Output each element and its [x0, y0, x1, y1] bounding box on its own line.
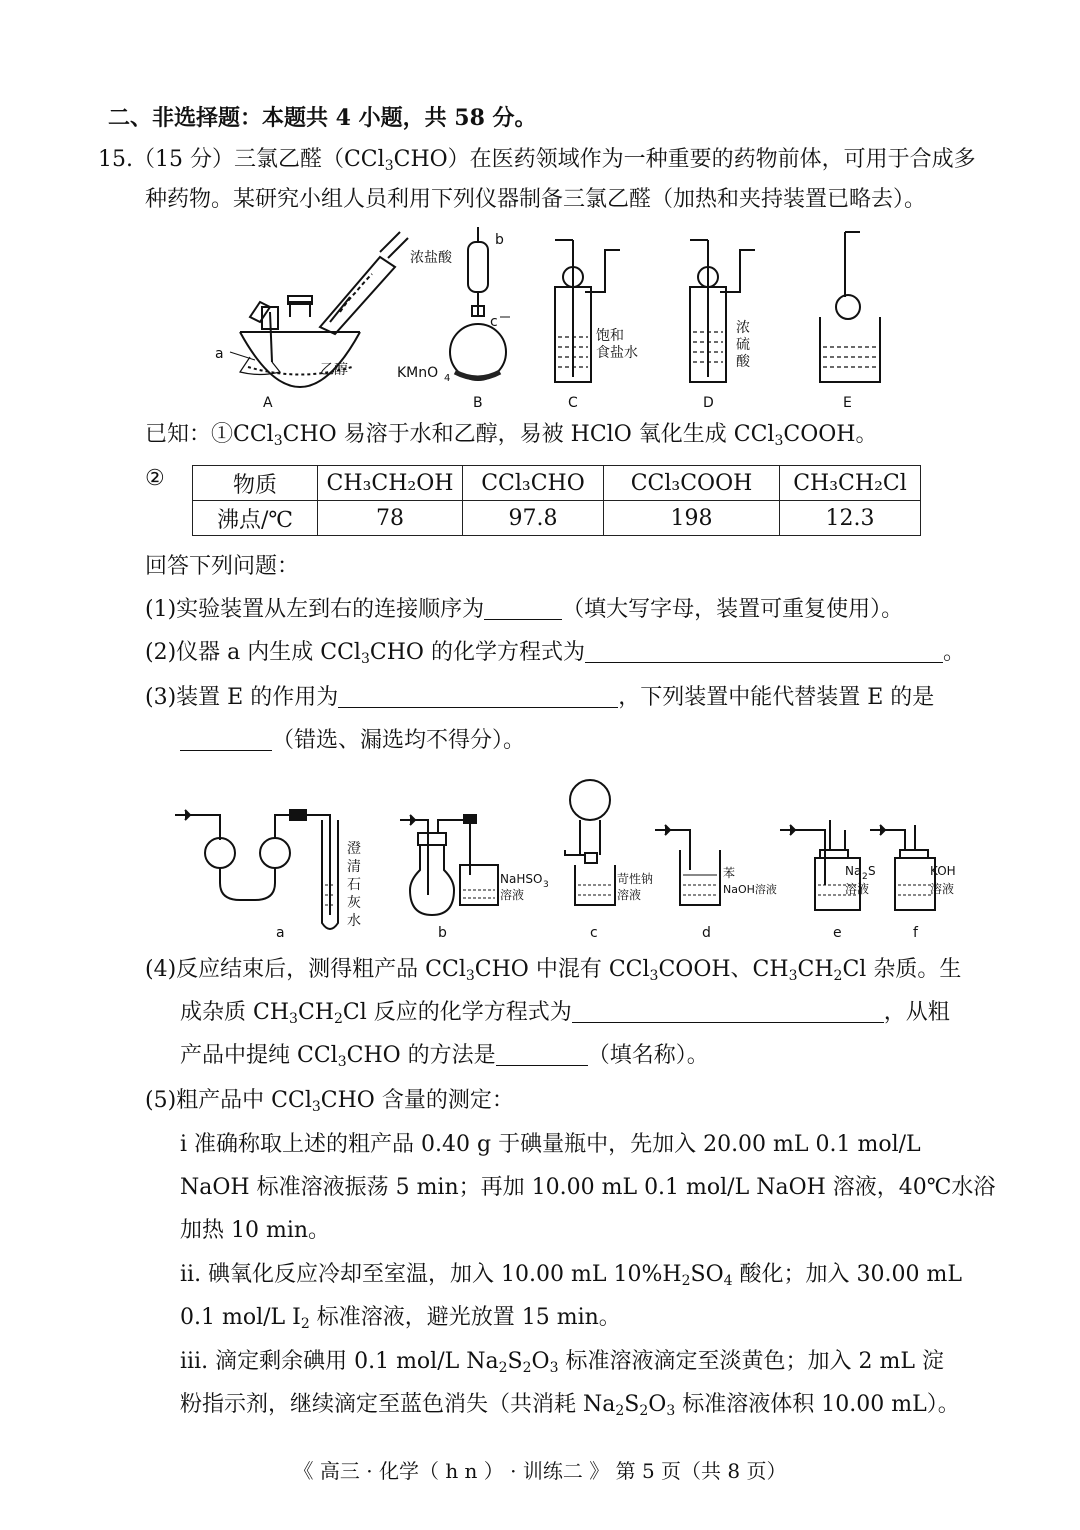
table-cell: CH₃CH₂Cl [780, 466, 921, 501]
sub-question-3: (3)装置 E 的作用为 ，下列装置中能代替装置 E 的是 [145, 685, 935, 710]
question-15-line1: 15.（15 分）三氯乙醛（CCl$_3$CHO）在医药领域作为一种重要的药物前体，可用于合成多 [98, 147, 976, 174]
sub-question-2: (2)仪器 a 内生成 CCl$_3$CHO 的化学方程式为 。 [145, 640, 965, 667]
label-C: C [568, 395, 578, 411]
label-alt-b: b [438, 925, 447, 941]
svg-text:3: 3 [543, 880, 549, 890]
label-alt-a-1: 澄 [347, 841, 361, 857]
question-15-line2: 种药物。某研究小组人员利用下列仪器制备三氯乙醛（加热和夹持装置已略去）。 [145, 187, 927, 212]
step-2-line1: ⅱ. 碘氧化反应冷却至室温，加入 10.00 mL $10\%H_2SO_4$ 酸化；加入 30.00 mL [180, 1262, 962, 1289]
svg-text:4: 4 [444, 373, 451, 384]
label-brine-1: 饱和 [596, 328, 624, 344]
label-a: a [215, 346, 224, 362]
label-na2s: Na [845, 864, 862, 878]
answer-blank[interactable] [496, 1043, 588, 1066]
table-cell: 198 [604, 501, 780, 536]
label-benzene: 苯 [723, 866, 736, 880]
label-D: D [703, 395, 714, 411]
step-3-line2: 粉指示剂，继续滴定至蓝色消失（共消耗 $Na_2S_2O_3$ 标准溶液体积 10.00 mL）。 [180, 1392, 960, 1419]
label-c-solution: 溶液 [617, 888, 642, 902]
apparatus-figure [200, 222, 900, 412]
answer-blank[interactable] [338, 685, 618, 708]
label-alt-a-2: 清 [347, 859, 361, 875]
known-1: 已知：①CCl$_3$CHO 易溶于水和乙醇，易被 HClO 氧化生成 CCl$_3$COOH。 [145, 422, 878, 449]
label-nahso3: NaHSO [500, 872, 543, 886]
svg-text:S: S [868, 864, 876, 878]
step-1-line3: 加热 10 min。 [180, 1218, 331, 1243]
label-alt-a-5: 水 [347, 913, 361, 929]
label-koh: KOH [930, 864, 956, 878]
label-alt-a-4: 灰 [347, 895, 361, 911]
answer-blank[interactable] [180, 728, 272, 751]
sub-question-3-cont: （错选、漏选均不得分）。 [180, 726, 525, 756]
sub-question-5: (5)粗产品中 CCl$_3$CHO 含量的测定： [145, 1088, 514, 1115]
table-cell: CCl₃COOH [604, 466, 780, 501]
answer-blank[interactable] [585, 640, 943, 663]
table-cell: 97.8 [463, 501, 604, 536]
label-c: c [490, 314, 498, 330]
table-row [193, 501, 921, 536]
table-row [193, 466, 921, 501]
label-h2so4-3: 酸 [736, 354, 750, 370]
label-A: A [263, 395, 273, 411]
label-naoh: NaOH溶液 [723, 883, 777, 896]
step-1-line2: NaOH 标准溶液振荡 5 min；再加 10.00 mL 0.1 mol/L NaOH 溶液，40℃水浴 [180, 1175, 996, 1200]
label-alt-c: c [590, 925, 598, 941]
svg-text:2: 2 [862, 872, 868, 882]
sub-question-1: (1)实验装置从左到右的连接顺序为 （填大写字母，装置可重复使用）。 [145, 597, 904, 622]
answer-blank[interactable] [572, 1000, 884, 1023]
section-header: 二、非选择题：本题共 4 小题，共 58 分。 [108, 105, 537, 131]
page-footer: 《 高三 · 化学（ h n ） · 训练二 》 第 5 页（共 8 页） [293, 1459, 787, 1483]
table-cell: 物质 [193, 466, 318, 501]
flask-a [240, 332, 360, 387]
answer-blank[interactable] [484, 597, 562, 620]
label-ethanol: 乙醇 [320, 362, 348, 378]
label-b: b [495, 232, 504, 248]
label-alt-d: d [702, 925, 711, 941]
label-f-solution: 溶液 [930, 882, 955, 896]
label-B: B [473, 395, 483, 411]
label-h2so4-2: 硫 [736, 337, 750, 353]
label-caustic: 苛性钠 [617, 872, 654, 886]
answer-intro: 回答下列问题： [145, 554, 300, 579]
label-alt-e: e [833, 925, 842, 941]
table-cell: 12.3 [780, 501, 921, 536]
label-kmno4: KMnO [397, 365, 439, 381]
label-alt-f: f [913, 925, 918, 941]
table-cell: CH₃CH₂OH [318, 466, 463, 501]
label-b-solution: 溶液 [500, 888, 525, 902]
label-hcl: 浓盐酸 [410, 250, 452, 266]
boiling-point-table [192, 465, 921, 536]
label-brine-2: 食盐水 [596, 345, 638, 361]
label-E: E [843, 395, 852, 411]
sub-question-4-line1: (4)反应结束后，测得粗产品 CCl$_3$CHO 中混有 CCl$_3$COOH、$CH_3CH_2Cl$ 杂质。生 [145, 957, 962, 984]
label-alt-a-3: 石 [347, 877, 361, 893]
sub-question-4-line3: 产品中提纯 CCl$_3$CHO 的方法是 （填名称）。 [180, 1043, 709, 1070]
known-2-marker: ② [145, 466, 165, 491]
step-3-line1: ⅲ. 滴定剩余碘用 0.1 mol/L $Na_2S_2O_3$ 标准溶液滴定至淡黄色；加入 2 mL 淀 [180, 1349, 944, 1376]
label-h2so4-1: 浓 [736, 320, 750, 336]
table-cell: 沸点/℃ [193, 501, 318, 536]
sub-question-4-line2: 成杂质 $CH_3CH_2Cl$ 反应的化学方程式为 ，从粗 [180, 1000, 950, 1027]
label-alt-a: a [276, 925, 285, 941]
step-1-line1: ⅰ 准确称取上述的粗产品 0.40 g 于碘量瓶中，先加入 20.00 mL 0.1 mol/L [180, 1132, 921, 1157]
table-cell: 78 [318, 501, 463, 536]
label-e-solution: 溶液 [845, 882, 870, 896]
alternative-apparatus-figure [170, 775, 980, 945]
step-2-line2: 0.1 mol/L $I_2$ 标准溶液，避光放置 15 min。 [180, 1305, 621, 1332]
table-cell: CCl₃CHO [463, 466, 604, 501]
